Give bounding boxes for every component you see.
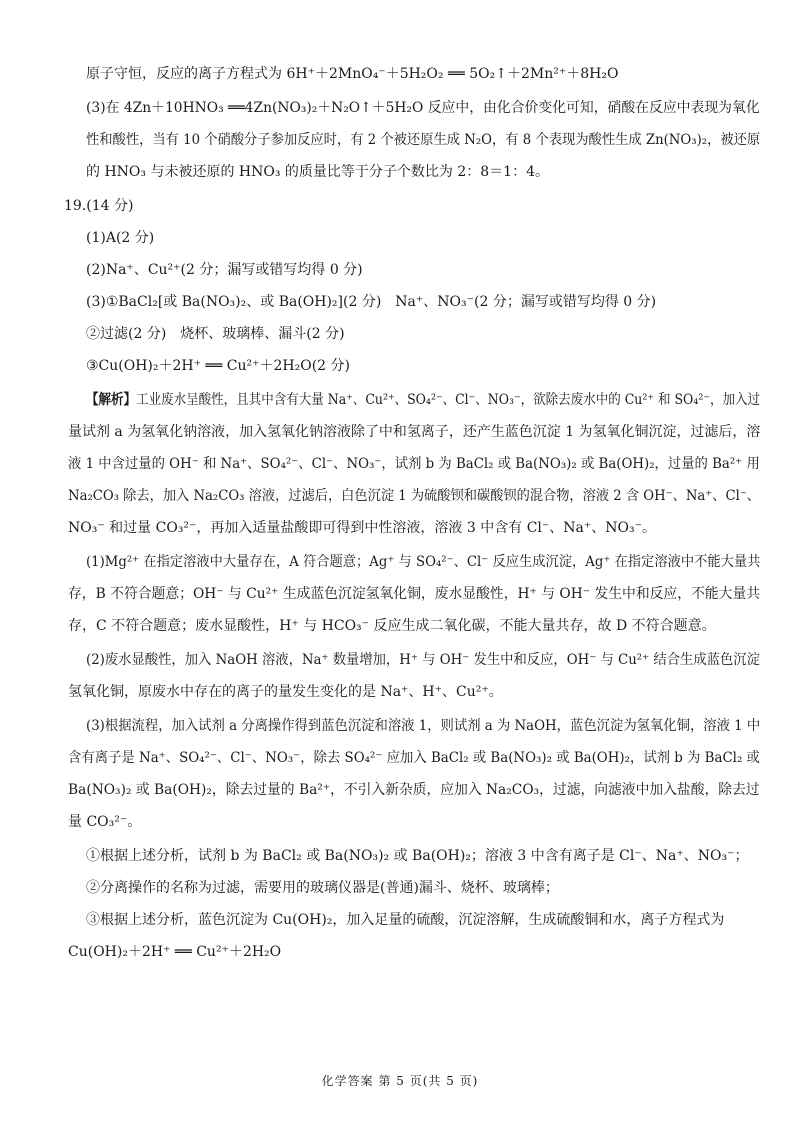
text-line: 液 1 中含过量的 OH⁻ 和 Na⁺、SO₄²⁻、Cl⁻、NO₃⁻，试剂 b 为 BaCl₂ 或 Ba(NO₃)₂ 或 Ba(OH)₂，过量的 Ba²⁺ 用 xyxy=(68,456,760,472)
text-line: 含有离子是 Na⁺、SO₄²⁻、Cl⁻、NO₃⁻，除去 SO₄²⁻ 应加入 BaCl₂ 或 Ba(NO₃)₂ 或 Ba(OH)₂，试剂 b 为 BaCl₂ 或 xyxy=(68,750,760,766)
text-line: (2)废水显酸性，加入 NaOH 溶液，Na⁺ 数量增加，H⁺ 与 OH⁻ 发生中和反应，OH⁻ 与 Cu²⁺ 结合生成蓝色沉淀 xyxy=(86,652,760,668)
page-footer: 化学答案 第 5 页(共 5 页) xyxy=(321,1074,479,1088)
text-line: 氢氧化铜，原废水中存在的离子的量发生变化的是 Na⁺、H⁺、Cu²⁺。 xyxy=(68,684,503,700)
text-line: ③根据上述分析，蓝色沉淀为 Cu(OH)₂，加入足量的硫酸，沉淀溶解，生成硫酸铜和水，离子方程式为 xyxy=(86,912,725,928)
text-line: (3)在 4Zn＋10HNO₃ ══4Zn(NO₃)₂＋N₂O↑＋5H₂O 反应中，由化合价变化可知，硝酸在反应中表现为氧化 xyxy=(86,100,760,116)
text-line: 存，B 不符合题意；OH⁻ 与 Cu²⁺ 生成蓝色沉淀氢氧化铜，废水显酸性，H⁺ 与 OH⁻ 发生中和反应，不能大量共 xyxy=(68,586,761,602)
text-line: 的 HNO₃ 与未被还原的 HNO₃ 的质量比等于分子个数比为 2：8＝1：4。 xyxy=(86,164,549,180)
analysis-paragraph-line xyxy=(86,390,761,410)
analysis-label: 【解析】 xyxy=(86,392,137,408)
text-line: 存，C 不符合题意；废水显酸性，H⁺ 与 HCO₃⁻ 反应生成二氧化碳，不能大量共存，故 D 不符合题意。 xyxy=(68,618,716,634)
equation-line: Cu(OH)₂＋2H⁺ ══ Cu²⁺＋2H₂O xyxy=(68,944,282,960)
text-line: (1)Mg²⁺ 在指定溶液中大量存在，A 符合题意；Ag⁺ 与 SO₄²⁻、Cl⁻ 反应生成沉淀，Ag⁺ 在指定溶液中不能大量共 xyxy=(86,554,761,570)
text-line: Ba(NO₃)₂ 或 Ba(OH)₂，除去过量的 Ba²⁺，不引入新杂质，应加入 Na₂CO₃，过滤，向滤液中加入盐酸，除去过 xyxy=(68,782,760,798)
text-line: ②分离操作的名称为过滤，需要用的玻璃仪器是(普通)漏斗、烧杯、玻璃棒； xyxy=(86,880,559,896)
analysis-text: 工业废水呈酸性，且其中含有大量 Na⁺、Cu²⁺、SO₄²⁻、Cl⁻、NO₃⁻，欲除去废水中的 Cu²⁺ 和 SO₄²⁻，加入过 xyxy=(136,392,761,408)
text-line: 性和酸性，当有 10 个硝酸分子参加反应时，有 2 个被还原生成 N₂O，有 8 个表现为酸性生成 Zn(NO₃)₂，被还原 xyxy=(86,132,761,148)
text-line: Na₂CO₃ 除去，加入 Na₂CO₃ 溶液，过滤后，白色沉淀 1 为硫酸钡和碳酸钡的混合物，溶液 2 含 OH⁻、Na⁺、Cl⁻、 xyxy=(68,488,761,504)
text-line: ①根据上述分析，试剂 b 为 BaCl₂ 或 Ba(NO₃)₂ 或 Ba(OH)₂；溶液 3 中含有离子是 Cl⁻、Na⁺、NO₃⁻； xyxy=(86,848,749,864)
answer-line: (1)A(2 分) xyxy=(86,230,155,246)
text-line: 原子守恒，反应的离子方程式为 6H⁺＋2MnO₄⁻＋5H₂O₂ ══ 5O₂↑＋2Mn²⁺＋8H₂O xyxy=(86,66,619,82)
text-line: (3)根据流程，加入试剂 a 分离操作得到蓝色沉淀和溶液 1，则试剂 a 为 NaOH，蓝色沉淀为氢氧化铜，溶液 1 中 xyxy=(86,718,761,734)
text-line: NO₃⁻ 和过量 CO₃²⁻，再加入适量盐酸即可得到中性溶液，溶液 3 中含有 Cl⁻、Na⁺、NO₃⁻。 xyxy=(68,520,656,536)
text-line: 量 CO₃²⁻。 xyxy=(68,814,142,830)
answer-line: (3)①BaCl₂[或 Ba(NO₃)₂、或 Ba(OH)₂](2 分) Na⁺、NO₃⁻(2 分；漏写或错写均得 0 分) xyxy=(86,294,657,310)
text-line: 量试剂 a 为氢氧化钠溶液，加入氢氧化钠溶液除了中和氢离子，还产生蓝色沉淀 1 为氢氧化铜沉淀，过滤后，溶 xyxy=(68,424,761,440)
answer-line: (2)Na⁺、Cu²⁺(2 分；漏写或错写均得 0 分) xyxy=(86,262,363,278)
answer-line: ③Cu(OH)₂＋2H⁺ ══ Cu²⁺＋2H₂O(2 分) xyxy=(86,358,350,374)
answer-line: ②过滤(2 分) 烧杯、玻璃棒、漏斗(2 分) xyxy=(86,326,345,342)
question-number: 19.(14 分) xyxy=(64,198,134,214)
